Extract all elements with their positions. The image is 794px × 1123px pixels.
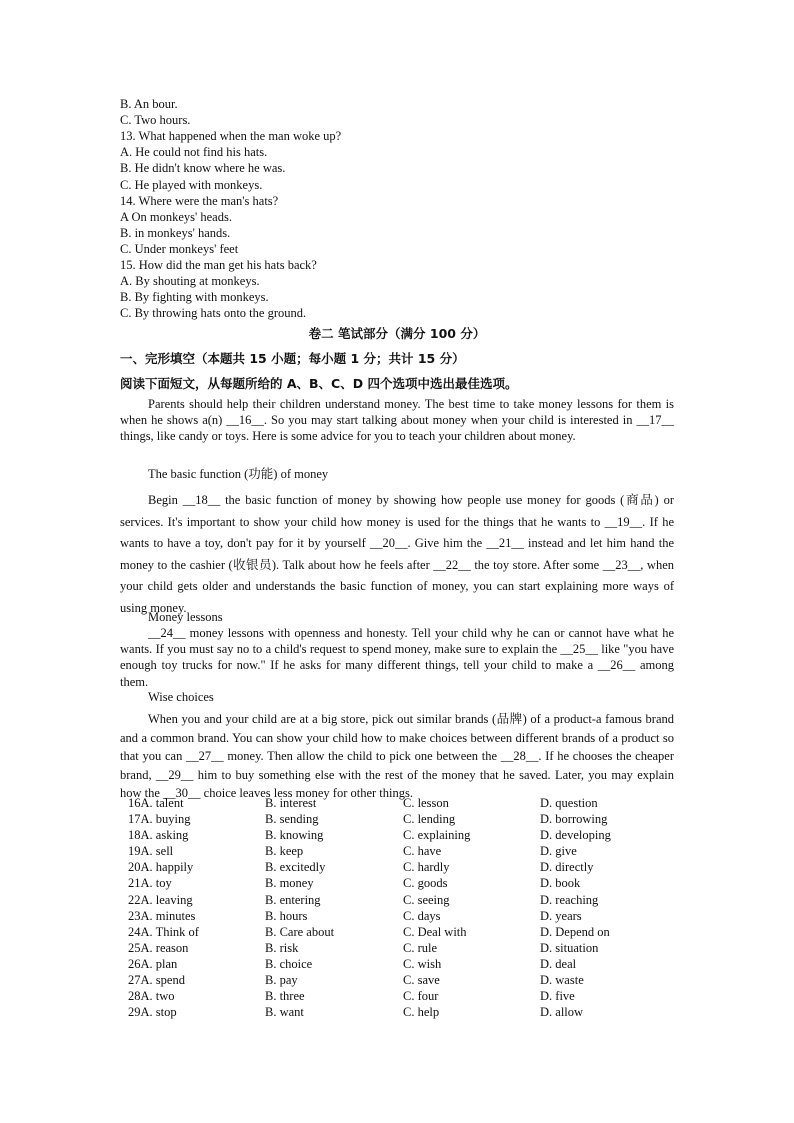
passage-intro: Parents should help their children understand money. The best time to take money lessons for them is when he shows a(n) __16__. So you may start talking about money when your child is interested in __17__ things, like candy or toys. Here is some advice for you to teach your children about money.: [120, 397, 674, 444]
option-a: stop: [155, 1005, 177, 1020]
passage-paragraph-1: Begin __18__ the basic function of money by showing how people use money for goods (商品) or services. It's important to show your child how money is used for the things that he wants to __19__. If he wants to have a toy, don't pay for it by yourself __20__. Give him the __21__ instead and let him hand the money to the cashier (收银员). Talk about how he feels after __22__ the toy store. After some __23__, when your child gets older and understands the basic function of money, you can start explaining more ways of using money.: [120, 493, 674, 615]
option-d: D. five: [540, 989, 575, 1004]
option-b: B. three: [265, 989, 305, 1004]
option-b: B. interest: [265, 796, 317, 810]
option-c: C. help: [403, 1005, 440, 1020]
answer-option: C. He played with monkeys.: [120, 178, 263, 192]
option-d: D. years: [540, 908, 582, 923]
option-row-17: [120, 811, 680, 827]
option-a: minutes: [155, 908, 196, 923]
option-row-28: [120, 988, 680, 1004]
answer-option: B. in monkeys' hands.: [120, 226, 231, 240]
instruction: 阅读下面短文，从每题所给的 A、B、C、D 四个选项中选出最佳选项。: [120, 376, 518, 391]
option-d: D. book: [540, 876, 581, 891]
option-a: happily: [155, 860, 194, 875]
passage-paragraph-3: When you and your child are at a big store, pick out similar brands (品牌) of a product-a famous brand and a common brand. You can show your child how to make choices between different brands of a product so that you can __27__ money. Then allow the child to pick one between the __28__. If he chooses the cheaper brand, __29__ him to buy something else with the rest of the money that he saved. Later, you may explain how the __30__ choice leaves less money for other things.: [120, 712, 674, 800]
option-c: C. lesson: [403, 796, 449, 810]
option-c: C. save: [403, 973, 440, 988]
option-a: buying: [155, 812, 191, 827]
option-d: D. directly: [540, 860, 594, 875]
answer-option: C. Two hours.: [120, 113, 191, 127]
option-b: B. pay: [265, 973, 298, 988]
option-c: C. Deal with: [403, 924, 467, 939]
answer-option: B. An bour.: [120, 97, 178, 111]
option-d: D. Depend on: [540, 924, 610, 939]
option-c: C. wish: [403, 956, 442, 971]
section-title: 卷二 笔试部分（满分 100 分）: [308, 326, 486, 341]
option-row-25: [120, 940, 680, 956]
option-number: 23A.: [128, 908, 153, 923]
option-b: B. money: [265, 876, 314, 891]
option-a: toy: [155, 876, 172, 891]
option-a: two: [155, 989, 175, 1004]
option-number: 29A.: [128, 1005, 153, 1020]
answer-option: A. By shouting at monkeys.: [120, 274, 260, 288]
question: 15. How did the man get his hats back?: [120, 258, 317, 272]
answer-option: B. He didn't know where he was.: [120, 161, 286, 175]
option-number: 25A.: [128, 940, 153, 955]
option-c: C. four: [403, 989, 439, 1004]
option-b: B. want: [265, 1005, 304, 1020]
option-d: D. borrowing: [540, 812, 608, 827]
option-b: B. choice: [265, 956, 313, 971]
option-number: 17A.: [128, 812, 153, 827]
subheading-basic-function: The basic function (功能) of money: [148, 467, 329, 481]
option-row-19: [120, 843, 680, 859]
option-a: reason: [155, 940, 189, 955]
subheading-wise-choices: Wise choices: [148, 690, 214, 704]
options-table: [120, 795, 680, 1020]
option-a: asking: [155, 828, 189, 843]
option-a: spend: [155, 973, 185, 988]
question: 14. Where were the man's hats?: [120, 194, 279, 208]
answer-option: B. By fighting with monkeys.: [120, 290, 269, 304]
option-number: 28A.: [128, 989, 153, 1004]
option-row-27: [120, 972, 680, 988]
option-row-26: [120, 956, 680, 972]
option-b: B. knowing: [265, 828, 324, 843]
answer-option: A On monkeys' heads.: [120, 210, 232, 224]
option-number: 27A.: [128, 973, 153, 988]
option-row-29: [120, 1004, 680, 1020]
option-d: D. give: [540, 844, 577, 859]
option-row-21: [120, 875, 680, 891]
option-d: D. question: [540, 796, 598, 810]
option-c: C. lending: [403, 812, 456, 827]
option-b: B. Care about: [265, 924, 335, 939]
option-number: 16A.: [128, 796, 153, 810]
option-row-16: [120, 795, 680, 811]
passage-paragraph-2: __24__ money lessons with openness and honesty. Tell your child why he can or cannot have what he wants. If you must say no to a child's request to spend money, make sure to explain the __25__ like "you have enough toy trucks for now." If he asks for many different things, tell your child to make a __26__ among them.: [120, 626, 674, 689]
option-c: C. explaining: [403, 828, 471, 843]
option-row-24: [120, 924, 680, 940]
option-a: leaving: [155, 892, 193, 907]
option-b: B. hours: [265, 908, 308, 923]
option-row-23: [120, 908, 680, 924]
option-number: 20A.: [128, 860, 153, 875]
option-b: B. sending: [265, 812, 319, 827]
option-b: B. keep: [265, 844, 304, 859]
option-d: D. situation: [540, 940, 599, 955]
option-d: D. deal: [540, 956, 577, 971]
option-b: B. excitedly: [265, 860, 326, 875]
question: 13. What happened when the man woke up?: [120, 129, 342, 143]
subheading-money-lessons: Money lessons: [148, 610, 223, 624]
option-c: C. hardly: [403, 860, 450, 875]
option-c: C. goods: [403, 876, 448, 891]
answer-option: C. By throwing hats onto the ground.: [120, 306, 307, 320]
part-title: 一、完形填空（本题共 15 小题；每小题 1 分；共计 15 分）: [120, 351, 465, 366]
option-d: D. waste: [540, 973, 584, 988]
answer-option: C. Under monkeys' feet: [120, 242, 239, 256]
option-number: 21A.: [128, 876, 153, 891]
option-a: talent: [155, 796, 184, 810]
option-a: Think of: [155, 924, 199, 939]
option-number: 18A.: [128, 828, 153, 843]
option-a: sell: [155, 844, 174, 859]
option-number: 24A.: [128, 924, 153, 939]
option-row-20: [120, 859, 680, 875]
option-number: 26A.: [128, 956, 153, 971]
option-b: B. risk: [265, 940, 299, 955]
option-number: 19A.: [128, 844, 153, 859]
option-row-18: [120, 827, 680, 843]
option-d: D. allow: [540, 1005, 584, 1020]
option-row-22: [120, 892, 680, 908]
option-c: C. rule: [403, 940, 438, 955]
option-b: B. entering: [265, 892, 321, 907]
answer-option: A. He could not find his hats.: [120, 145, 268, 159]
option-d: D. reaching: [540, 892, 599, 907]
option-d: D. developing: [540, 828, 611, 843]
option-a: plan: [155, 956, 178, 971]
option-c: C. have: [403, 844, 442, 859]
option-number: 22A.: [128, 892, 153, 907]
option-c: C. days: [403, 908, 441, 923]
option-c: C. seeing: [403, 892, 450, 907]
